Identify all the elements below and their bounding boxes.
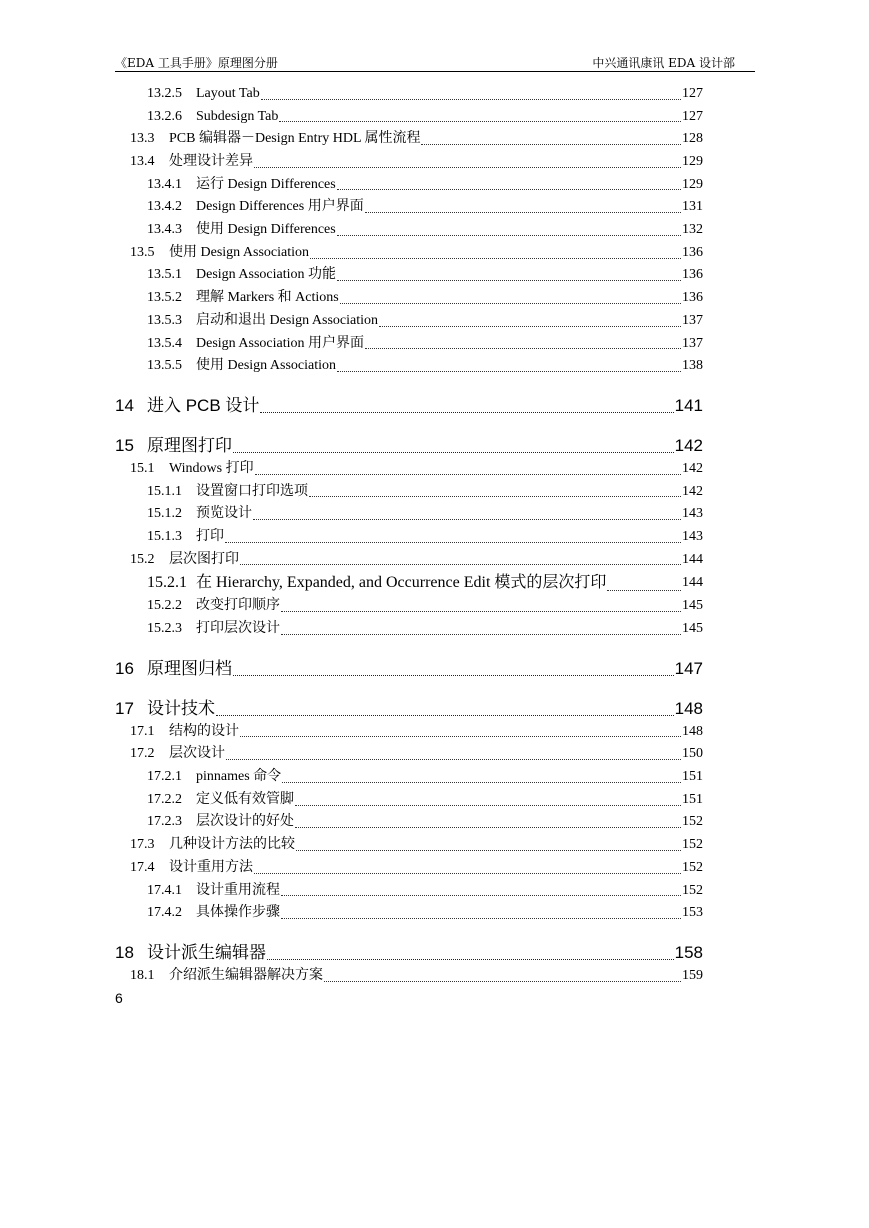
toc-leader [337, 279, 681, 281]
toc-number: 17.2.3 [147, 814, 182, 830]
toc-number: 13.5 [130, 244, 155, 260]
toc-entry[interactable] [115, 355, 703, 378]
toc-page: 158 [674, 942, 703, 962]
toc-chapter[interactable] [115, 434, 703, 458]
toc-page: 128 [682, 131, 703, 147]
toc-title: pinnames 命令 [196, 769, 282, 785]
toc-title: 几种设计方法的比较 [169, 837, 295, 853]
toc-number: 15.1.2 [147, 506, 182, 522]
toc-number: 13.2.5 [147, 85, 182, 101]
toc-leader [282, 781, 681, 783]
toc-number: 13.5.2 [147, 290, 182, 306]
toc-entry[interactable] [115, 503, 703, 526]
toc-page: 137 [682, 335, 703, 351]
toc-entry[interactable] [115, 196, 703, 219]
toc-number: 13.5.1 [147, 267, 182, 283]
toc-entry[interactable] [115, 219, 703, 242]
table-of-contents [115, 83, 703, 988]
toc-title: 使用 Design Association [169, 244, 309, 260]
toc-leader [233, 451, 674, 453]
toc-number: 17.2.2 [147, 791, 182, 807]
toc-entry[interactable] [115, 571, 703, 595]
toc-number: 13.4 [130, 154, 155, 170]
toc-leader [240, 735, 681, 737]
toc-entry[interactable] [115, 857, 703, 880]
toc-leader [233, 674, 674, 676]
toc-title: Windows 打印 [169, 460, 254, 476]
toc-title: 层次图打印 [169, 551, 239, 567]
toc-number: 15 [115, 435, 134, 455]
toc-entry[interactable] [115, 618, 703, 641]
toc-page: 153 [682, 905, 703, 921]
toc-number: 15.1 [130, 460, 155, 476]
toc-title: 打印 [196, 528, 224, 544]
toc-number: 16 [115, 658, 134, 678]
page-header [115, 52, 755, 72]
toc-leader [267, 958, 674, 960]
toc-page: 127 [682, 108, 703, 124]
toc-entry[interactable] [115, 721, 703, 744]
toc-page: 145 [682, 621, 703, 637]
toc-page: 136 [682, 244, 703, 260]
toc-title: Subdesign Tab [196, 108, 279, 124]
toc-chapter[interactable] [115, 941, 703, 965]
toc-number: 15.2.1 [147, 574, 187, 592]
toc-entry[interactable] [115, 458, 703, 481]
toc-entry[interactable] [115, 902, 703, 925]
toc-title: 具体操作步骤 [196, 905, 280, 921]
toc-page: 137 [682, 312, 703, 328]
toc-leader [379, 325, 681, 327]
toc-number: 17.2 [130, 746, 155, 762]
toc-leader [281, 917, 681, 919]
toc-leader [226, 758, 681, 760]
toc-title: 在 Hierarchy, Expanded, and Occurrence Edit 模式的层次打印 [196, 574, 607, 592]
toc-title: 进入 PCB 设计 [147, 395, 260, 415]
toc-leader [607, 589, 681, 591]
toc-page: 136 [682, 290, 703, 306]
toc-page: 142 [682, 483, 703, 499]
toc-page: 129 [682, 176, 703, 192]
toc-entry[interactable] [115, 812, 703, 835]
toc-title: Design Differences 用户界面 [196, 199, 364, 215]
toc-number: 15.1.3 [147, 528, 182, 544]
toc-entry[interactable] [115, 880, 703, 903]
toc-title: 运行 Design Differences [196, 176, 336, 192]
toc-entry[interactable] [115, 481, 703, 504]
toc-entry[interactable] [115, 106, 703, 129]
toc-entry[interactable] [115, 128, 703, 151]
toc-number: 13.4.3 [147, 222, 182, 238]
toc-number: 15.1.1 [147, 483, 182, 499]
toc-page: 136 [682, 267, 703, 283]
toc-page: 151 [682, 791, 703, 807]
toc-title: 介绍派生编辑器解决方案 [169, 967, 323, 983]
toc-title: 设置窗口打印选项 [196, 483, 308, 499]
header-book-title: 《EDA 工具手册》原理图分册 [115, 56, 278, 70]
toc-number: 18.1 [130, 967, 155, 983]
toc-page: 141 [674, 395, 703, 415]
toc-page: 148 [682, 723, 703, 739]
toc-number: 15.2.3 [147, 621, 182, 637]
toc-title: 设计重用流程 [196, 882, 280, 898]
toc-entry[interactable] [115, 287, 703, 310]
toc-page: 159 [682, 967, 703, 983]
toc-title: 层次设计 [169, 746, 225, 762]
toc-page: 147 [674, 658, 703, 678]
toc-page: 148 [674, 698, 703, 718]
toc-number: 17.4.1 [147, 882, 182, 898]
toc-page: 152 [682, 837, 703, 853]
toc-leader [281, 633, 681, 635]
toc-leader [253, 518, 681, 520]
toc-number: 17.4.2 [147, 905, 182, 921]
toc-page: 152 [682, 814, 703, 830]
toc-page: 143 [682, 506, 703, 522]
toc-page: 152 [682, 859, 703, 875]
toc-leader [340, 302, 681, 304]
toc-title: 改变打印顺序 [196, 598, 280, 614]
toc-entry[interactable] [115, 595, 703, 618]
toc-leader [295, 804, 681, 806]
toc-leader [296, 849, 681, 851]
toc-leader [240, 563, 681, 565]
toc-leader [310, 257, 681, 259]
toc-leader [421, 143, 681, 145]
toc-number: 17.4 [130, 859, 155, 875]
toc-title: Design Association 用户界面 [196, 335, 364, 351]
toc-leader [254, 872, 681, 874]
toc-entry[interactable] [115, 965, 703, 988]
toc-leader [365, 211, 681, 213]
header-department: 中兴通讯康讯 EDA 设计部 [592, 56, 735, 70]
toc-title: 设计派生编辑器 [147, 942, 266, 962]
toc-number: 17.3 [130, 837, 155, 853]
toc-page: 145 [682, 598, 703, 614]
toc-entry[interactable] [115, 242, 703, 265]
toc-page: 143 [682, 528, 703, 544]
toc-leader [281, 610, 681, 612]
toc-leader [324, 980, 681, 982]
toc-number: 13.5.4 [147, 335, 182, 351]
toc-page: 144 [682, 551, 703, 567]
toc-number: 13.4.2 [147, 199, 182, 215]
toc-leader [337, 188, 681, 190]
toc-number: 13.5.5 [147, 358, 182, 374]
toc-leader [365, 347, 681, 349]
toc-leader [337, 234, 681, 236]
toc-page: 144 [682, 575, 703, 591]
toc-title: 使用 Design Differences [196, 222, 336, 238]
toc-title: 预览设计 [196, 506, 252, 522]
toc-leader [254, 166, 681, 168]
toc-number: 13.3 [130, 131, 155, 147]
toc-entry[interactable] [115, 834, 703, 857]
toc-leader [337, 370, 681, 372]
toc-title: 原理图归档 [147, 658, 232, 678]
toc-title: 结构的设计 [169, 723, 239, 739]
toc-title: 设计重用方法 [169, 859, 253, 875]
toc-leader [261, 98, 681, 100]
toc-number: 17.1 [130, 723, 155, 739]
toc-leader [281, 894, 681, 896]
toc-entry[interactable] [115, 549, 703, 572]
toc-page: 151 [682, 769, 703, 785]
toc-page: 127 [682, 85, 703, 101]
toc-number: 17.2.1 [147, 769, 182, 785]
toc-leader [309, 495, 681, 497]
toc-number: 13.2.6 [147, 108, 182, 124]
toc-title: 使用 Design Association [196, 358, 336, 374]
toc-entry[interactable] [115, 526, 703, 549]
toc-page: 150 [682, 746, 703, 762]
toc-entry[interactable] [115, 310, 703, 333]
toc-number: 15.2.2 [147, 598, 182, 614]
toc-title: Layout Tab [196, 85, 260, 101]
toc-number: 14 [115, 395, 134, 415]
toc-chapter[interactable] [115, 657, 703, 681]
toc-title: 打印层次设计 [196, 621, 280, 637]
toc-page: 142 [674, 435, 703, 455]
toc-chapter[interactable] [115, 697, 703, 721]
toc-page: 131 [682, 199, 703, 215]
toc-entry[interactable] [115, 151, 703, 174]
toc-entry[interactable] [115, 265, 703, 288]
toc-entry[interactable] [115, 789, 703, 812]
toc-leader [225, 541, 681, 543]
toc-title: PCB 编辑器－Design Entry HDL 属性流程 [169, 131, 421, 147]
toc-number: 13.4.1 [147, 176, 182, 192]
header-rule [115, 71, 755, 72]
toc-entry[interactable] [115, 766, 703, 789]
toc-leader [295, 826, 681, 828]
toc-page: 142 [682, 460, 703, 476]
toc-number: 15.2 [130, 551, 155, 567]
toc-chapter[interactable] [115, 394, 703, 418]
toc-entry[interactable] [115, 83, 703, 106]
toc-leader [279, 120, 681, 122]
toc-page: 129 [682, 154, 703, 170]
toc-entry[interactable] [115, 174, 703, 197]
toc-title: Design Association 功能 [196, 267, 336, 283]
toc-number: 18 [115, 942, 134, 962]
toc-title: 理解 Markers 和 Actions [196, 290, 339, 306]
toc-leader [255, 473, 681, 475]
toc-entry[interactable] [115, 743, 703, 766]
toc-title: 原理图打印 [147, 435, 232, 455]
toc-leader [216, 714, 674, 716]
toc-page: 132 [682, 222, 703, 238]
toc-title: 设计技术 [147, 698, 215, 718]
toc-title: 层次设计的好处 [196, 814, 294, 830]
toc-number: 13.5.3 [147, 312, 182, 328]
toc-leader [260, 411, 673, 413]
toc-title: 启动和退出 Design Association [196, 312, 378, 328]
page-number: 6 [115, 990, 123, 1006]
toc-page: 152 [682, 882, 703, 898]
toc-page: 138 [682, 358, 703, 374]
toc-entry[interactable] [115, 333, 703, 356]
toc-number: 17 [115, 698, 134, 718]
toc-title: 处理设计差异 [169, 154, 253, 170]
toc-title: 定义低有效管脚 [196, 791, 294, 807]
